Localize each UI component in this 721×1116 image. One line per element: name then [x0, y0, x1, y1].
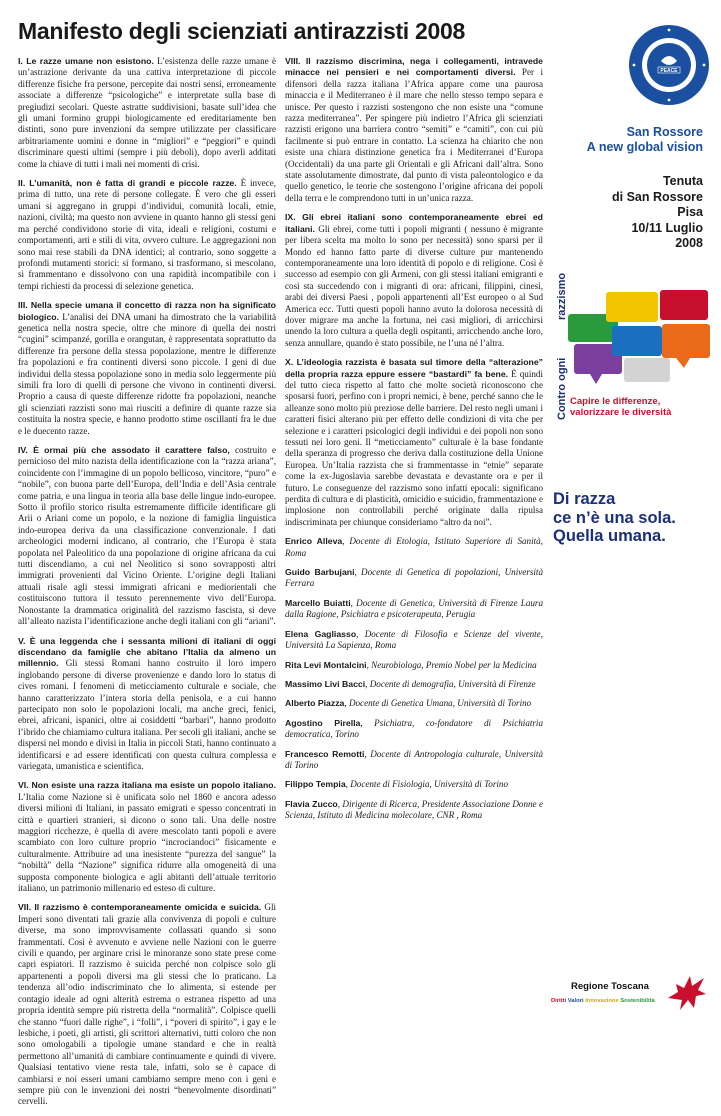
signatory: Elena Gagliasso, Docente di Filosofia e Scienze del vivente, Università La Sapienza, Roma: [285, 628, 543, 651]
caption-line-1: Capire le differenze,: [570, 396, 661, 407]
signatory: Filippo Tempia, Docente di Fisiologia, Università di Torino: [285, 779, 508, 790]
section-body: L’Italia come Nazione si è unificata solo nel 1860 e ancora adesso diversi milioni di Italiani, in passato emigrati e spesso concentrati in città e quartieri stranieri, si dicono o sono tali. Una delle nostre maggiori ricchezze, è quella di avere mescolato tanti popoli e avere scambiato con loro culture proprio “incrociandoci” fisicamente e culturalmente. Attribuire ad una inesistente “purezza del sangue” la “nobiltà” della “Nazione” significa ridurre alla omogeneità di una supposta componente biologica e agli abitanti dell’attuale territorio italiano, un patrimonio millenario ed esteso di culture.: [18, 791, 276, 894]
signatory-affiliation: Neurobiologa, Premio Nobel per la Medicina: [371, 659, 537, 670]
tag-innovazione: Innovazione: [585, 998, 619, 1004]
signatory: Marcello Buiatti, Docente di Genetica, Università di Firenze Laura dalla Ragione, Psichiatra e psicoterapeuta, Perugia: [285, 597, 544, 620]
signatory: Massimo Livi Bacci, Docente di demografia, Università di Firenze: [285, 678, 536, 689]
event-dates: 10/11 Luglio: [631, 220, 703, 235]
bubble-red: [660, 290, 708, 320]
signatory-affiliation: Dirigente di Ricerca, Presidente Associazione Donne e Scienza, Istituto di Medicina molecolare, CNR , Roma: [285, 798, 543, 821]
event-venue-1: Tenuta: [662, 174, 703, 188]
slogan-line-1: Di razza: [553, 490, 616, 508]
section-heading: VIII. Il razzismo discrimina, nega i collegamenti, intravede minacce nei pensieri e nei comportamenti diversi.: [285, 56, 543, 78]
signatories-list: [285, 536, 543, 821]
pegasus-shape: [668, 976, 706, 1010]
signatory: Flavia Zucco, Dirigente di Ricerca, Presidente Associazione Donne e Scienza, Istituto di Medicina molecolare, CNR , Roma: [285, 798, 543, 821]
signatory-affiliation: Docente di Genetica, Università di Firenze Laura dalla Ragione, Psichiatra e psicoterapeuta, Perugia: [285, 597, 544, 620]
bubble-tail: [676, 358, 690, 368]
signatory-name: Guido Barbujani: [285, 567, 355, 578]
signatory-affiliation: Docente di demografia, Università di Firenze: [369, 678, 536, 689]
section-body: Gli ebrei, come tutti i popoli migranti ( nessuno è migrante per libera scelta ma molto lo sono per necessità) sono sparsi per il Mondo ed hanno fatto parte di diverse culture pur mantenendo contemporaneamente una loro identità di popolo e di religione. Così è successo ad esempio con gli Armeni, con gli stessi italiani emigranti e così sta succedendo con i migranti di ora: africani, filippini, cinesi, arabi dei diversi Paesi , popoli appartenenti all’Est europeo o al Sud America ecc. Tutti questi popoli hanno avuto la dolorosa necessità di dover migrare ma anche la fortuna, nei casi migliori, di arricchirsi unendo la loro cultura a quella degli ospitanti, arricchendo anche loro, senza annullare, quando è stato possibile, ne l’una né l’altra.: [285, 223, 543, 348]
signatory-affiliation: Psichiatra, co-fondatore di Psichiatria democratica, Torino: [285, 717, 544, 740]
section-heading: V. È una leggenda che i sessanta milioni di italiani di oggi discendano da famiglie che abitano l’Italia da almeno un millennio.: [18, 635, 276, 669]
signatory-name: Filippo Tempia: [285, 779, 346, 790]
section-body: È quindi del tutto cieca rispetto al fatto che molte società riconoscono che sposarsi fuori, perfino con i propri nemici, è bene, perché sanno che le alleanze sono molto più preziose delle barriere. Del resto negli umani i caratteri fisici alterano più per effetto delle condizioni di vita che per selezione e i caratteri psicologici degli individui e dei popoli non sono tessuti nei loro geni. Il “meticciamento” culturale è la base fondante della speranza di progresso che deriva dalla costituzione della Unione Europea. Un’Italia razzista che si frammentasse in “etnie” separate come la ex-Jugoslavia sarebbe devastata e devastante ora e per il futuro. Le conseguenze del razzismo sono infatti epocali: significano perdita di cultura e di plasticità, omicidio e suicidio, frammentazione e implosione non controllabili perché originate dalla ripulsa indiscriminata per chiunque consideriamo “altro da noi”.: [285, 368, 543, 527]
signatory-name: Francesco Remotti: [285, 748, 365, 759]
signatory: Rita Levi Montalcini, Neurobiologa, Premio Nobel per la Medicina: [285, 659, 537, 670]
signatory-name: Marcello Buiatti: [285, 597, 351, 608]
signatory-name: Massimo Livi Bacci: [285, 678, 366, 689]
page-title: Manifesto degli scienziati antirazzisti 2008: [18, 18, 465, 44]
signatory-affiliation: Docente di Genetica Umana, Università di Torino: [348, 698, 532, 709]
bubble-orange: [662, 324, 710, 358]
section-2: [18, 178, 276, 292]
caption-line-2: valorizzare le diversità: [570, 407, 672, 418]
section-body: Gli stessi Romani hanno costruito il loro impero inglobando persone di diverse provenienze e dando loro lo status di cives romani. I fenomeni di meticciamento culturale e sociale, che hanno caratterizzato l’intera storia della penisola, e a cui hanno partecipato non solo le popolazioni locali, ma anche greci, fenici, ebrei, africani, ispanici, oltre ai cosiddetti “barbari”, hanno prodotto l’ibrido che chiamiamo cultura italiana. Per secoli gli italiani, anche se dispersi nel mondo e divisi in Italia in piccoli Stati, hanno continuato a identificarsi e ad essere identificati con questa cultura complessa e variegata, umanistica e scientifica.: [18, 658, 276, 771]
tag-valori: Valori: [567, 998, 584, 1004]
signatory-name: Alberto Piazza: [285, 698, 345, 709]
section-body: Per i difensori della razza italiana l’Africa appare come una paurosa minaccia e il Mediterraneo è il mare che nello stesso tempo separa e unisce. Per questo i razzisti sostengono che non esiste una “comune razza mediterranea”. Per spingere più indietro l’Africa gli scienziati razzisti erigono una barriera contro “semiti” e “camiti”, con cui più facilmente si può entrare in contatto. La scienza ha chiarito che non esiste una chiara distinzione genetica fra i Mediterranei d’Europa (Occidentali) da una parte gli Orientali e gli Africani dall’altra. Sono state assolutamente dimostrate, dal punto di vista paleontologico e da quello genetico, le teorie che sostengono l’origine africana dei popoli della terra e le comprendono tutti in un’unica razza.: [285, 67, 543, 203]
campaign-vertical-right: razzismo: [556, 272, 568, 320]
signatory-affiliation: Docente di Antropologia culturale, Università di Torino: [285, 748, 543, 770]
section-heading: VII. Il razzismo è contemporaneamente omicida e suicida.: [18, 902, 262, 913]
section-10: [285, 357, 543, 528]
section-body: Gli Imperi sono diventati tali grazie alla convivenza di popoli e culture diverse, ma sono improvvisamente collassati quando si sono frammentati. Così è avvenuto e avviene nelle Nazioni con le guerre civili e quando, per arginare crisi le minoranze sono state prese come capri espiatori. Il razzismo è suicida perché non colpisce solo gli appartenenti a popoli diversi ma gli stessi che lo praticano. La tendenza all’odio indiscriminato che lo alimenta, si estende per contagio ideale ad ogni alterità estrema o estranea rispetto ad una propria identità sempre più ristretta della “normalità”. Colpisce quelli che stanno “fuori dalle righe”, i “folli”, i “poveri di spirito”, i gay e le lesbiche, i poeti, gli artisti, gli scrittori alternativi, tutti coloro che non sono omologabili a tipologie umane standard e che in realtà permettono all’umanità di cambiare continuamente e quindi di vivere. Qualsiasi tentativo viene resta tale, infatti, solo se è capace di cambiarsi e noi esseri umani cambiamo sempre meno con i geni e sempre più con le invenzioni dei nostri “benevolmente disordinati” cervelli.: [18, 902, 276, 1107]
section-body: costruito e pernicioso del mito nazista della identificazione con la “razza ariana”, coincidente con l’immagine di un popolo bellicoso, vincitore, “puro” e “nobile”, con buona parte dell’Europa, dell’India e dell’Asia centrale come patria, e una lingua in teoria alla base delle lingue indo-europee. Sotto il profilo storico risulta estremamente difficile identificare gli Arii o Ariani come un popolo, e la nozione di famiglia linguistica indo-europea deriva da una classificazione convenzionale. I dati archeologici moderni indicano, al contrario, che l’Europa è stata popolata nel Paleolitico da una popolazione di origine africana da cui tutti discendiamo, a cui nel Neolitico si sono sovrapposti altri immigrati provenienti dal Vicino Oriente. L’origine degli Italiani attuali risale agli stessi immigrati africani e mediorientali che costituiscono tuttora il tessuto perennemente vivo dell’Europa. Nonostante la drammatica originalità del razzismo fascista, si deve all’alleato nazista l’identificazione anche degli italiani con gli “ariani”.: [18, 445, 276, 627]
bubble-tail: [590, 374, 602, 384]
signatory-name: Agostino Pirella: [285, 717, 361, 728]
slogan: [553, 490, 713, 546]
pegasus-logo-icon: [664, 968, 710, 1014]
event-info: [612, 174, 703, 252]
san-rossore-logo: [628, 24, 710, 106]
section-heading: II. L’umanità, non è fatta di grandi e piccole razze.: [18, 178, 237, 189]
event-year: 2008: [675, 236, 703, 250]
regione-toscana-label: Regione Toscana: [571, 981, 649, 992]
text-column-left: [18, 56, 276, 1116]
section-7: [18, 902, 276, 1107]
bubble-yellow: [606, 292, 658, 322]
section-5: [18, 636, 276, 773]
section-9: [285, 212, 543, 349]
section-heading: III. Nella specie umana il concetto di razza non ha significato biologico.: [18, 300, 276, 322]
section-body: L’esistenza delle razze umane è un’astrazione derivante da una cattiva interpretazione di piccole differenze fisiche fra persone, percepite dai nostri sensi, erroneamente associate a differenze “psicologiche” e interpretate sulla base di pregiudizi secolari. Queste astratte suddivisioni, basate sull’idea che gli umani formino gruppi biologicamente ed ereditariamente ben distinti, sono pure invenzioni da sempre utilizzate per classificare arbitrariamente uomini e donne in “migliori” e “peggiori” e quindi discriminare questi ultimi (sempre i più deboli), dopo averli additati come la chiave di tutti i mali nei momenti di crisi.: [18, 56, 276, 169]
signatory: Alberto Piazza, Docente di Genetica Umana, Università di Torino: [285, 698, 532, 709]
signatory-name: Flavia Zucco: [285, 798, 338, 809]
section-heading: IV. È ormai più che assodato il carattere falso,: [18, 445, 230, 455]
signatory: Guido Barbujani, Docente di Genetica di popolazioni, Università Ferrara: [285, 567, 544, 589]
section-heading: I. Le razze umane non esistono.: [18, 56, 154, 66]
signatory-affiliation: Docente di Etologia, Istituto Superiore di Sanità, Roma: [285, 536, 543, 558]
section-heading: X. L’ideologia razzista è basata sul timore della “alterazione” della propria razza eppure essere “bastardi” fa bene.: [285, 357, 543, 379]
campaign-caption: [570, 396, 720, 418]
tag-sostenibilita: Sostenibilità: [620, 998, 655, 1004]
event-city: Pisa: [677, 205, 703, 219]
text-column-right: [285, 56, 543, 830]
section-4: [18, 445, 276, 628]
signatory: Agostino Pirella, Psichiatra, co-fondatore di Psichiatria democratica, Torino: [285, 717, 544, 740]
logo-peace-text: PEACE: [660, 68, 678, 74]
section-8: [285, 56, 543, 204]
campaign-vertical-left: Contro ogni: [556, 357, 568, 420]
signatory: Enrico Alleva, Docente di Etologia, Istituto Superiore di Sanità, Roma: [285, 536, 543, 558]
section-heading: VI. Non esiste una razza italiana ma esiste un popolo italiano.: [18, 780, 276, 791]
slogan-line-3: Quella umana.: [553, 527, 666, 545]
signatory-affiliation: Docente di Genetica di popolazioni, Università Ferrara: [285, 567, 544, 589]
regione-tagline: [551, 998, 655, 1004]
signatory-name: Enrico Alleva: [285, 536, 343, 547]
speech-bubbles-graphic: [566, 288, 714, 386]
signatory-affiliation: Docente di Filosofia e Scienze del vivente, Università La Sapienza, Roma: [285, 628, 543, 651]
section-body: È invece, prima di tutto, una rete di persone collegate. È vero che gli esseri umani si aggregano in gruppi d’individui, comunità locali, etnie, nazioni, civiltà; ma questo non avviene in quanto hanno gli stessi geni ma perché condividono storie di vita, ideali e religioni, costumi e comportamenti, arti e stili di vita, ovvero culture. Le aggregazioni non sono mai rese stabili da DNA identici; al contrario, sono soggette a profondi mutamenti storici: si formano, si trasformano, si mescolano, si frammentano e dissolvono con una rapidità incompatibile con i tempi richiesti da processi di selezione genetica.: [18, 178, 276, 291]
section-6: [18, 780, 276, 894]
tag-diritti: Diritti: [551, 998, 567, 1004]
signatory: Francesco Remotti, Docente di Antropologia culturale, Università di Torino: [285, 748, 543, 770]
bubble-grey: [624, 358, 670, 382]
section-3: [18, 300, 276, 437]
section-1: [18, 56, 276, 170]
header-line-1: San Rossore: [626, 125, 703, 139]
section-body: L’analisi dei DNA umani ha dimostrato che la variabilità genetica nella nostra specie, oltre che minore di quella dei nostri “cugini” scimpanzé, gorilla e orangutan, è rappresentata soprattutto da differenze fra persone della stessa popolazione, mentre le differenze fra popolazioni e fra continenti diversi sono piccole. I geni di due individui della stessa popolazione sono in media solo leggermente più simili fra loro di quelli di persone che vivono in continenti diversi. Proprio a causa di queste differenze ridotte fra popolazioni, neanche gli scienziati razzisti sono mai riusciti a definire di quante razze sia costituita la nostra specie, e hanno prodotto stime oscillanti fra le due e le duecento razze.: [18, 311, 276, 436]
event-venue-2: di San Rossore: [612, 189, 703, 204]
slogan-line-2: ce n’è una sola.: [553, 508, 676, 527]
signatory-affiliation: Docente di Fisiologia, Università di Torino: [350, 779, 508, 790]
signatory-name: Rita Levi Montalcini: [285, 659, 367, 670]
bubble-blue: [612, 326, 662, 356]
header-line-2: A new global vision: [586, 140, 703, 154]
section-heading: IX. Gli ebrei italiani sono contemporaneamente ebrei ed italiani.: [285, 212, 543, 234]
signatory-name: Elena Gagliasso: [285, 628, 357, 639]
